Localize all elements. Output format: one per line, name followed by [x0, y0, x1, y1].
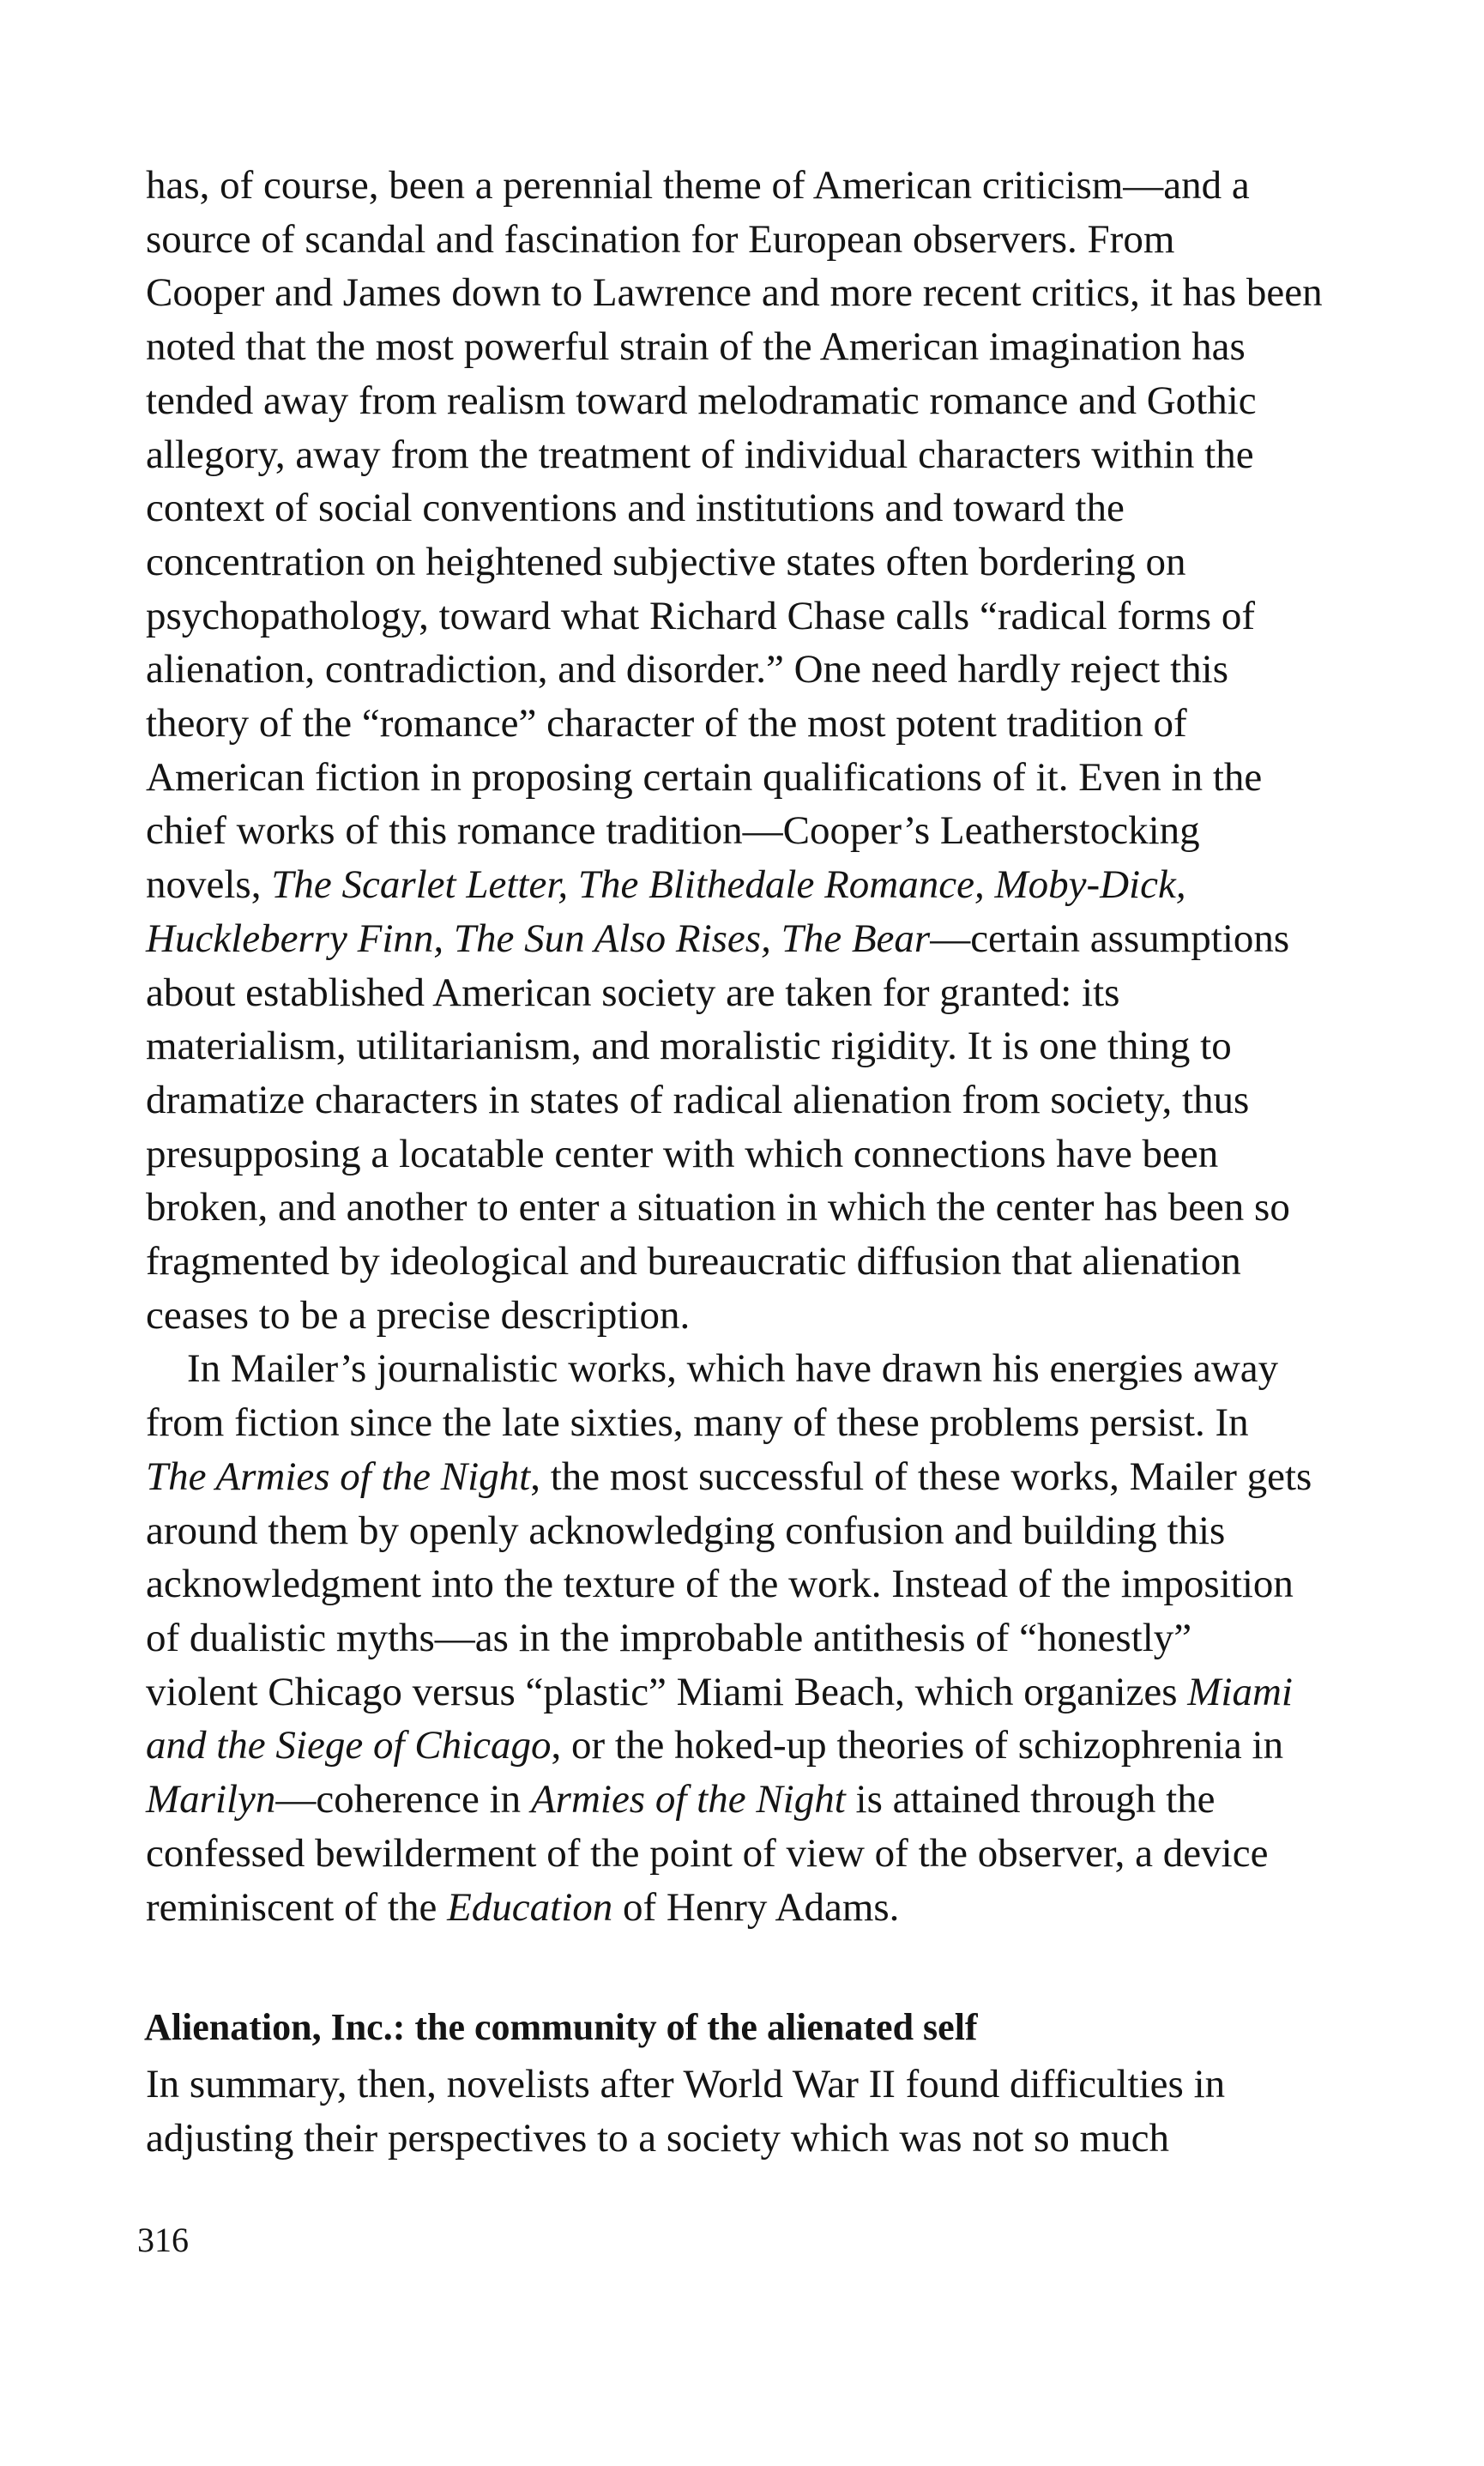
text-line: about established American society are taken for granted: its — [146, 970, 1120, 1015]
book-title: Miami — [1187, 1669, 1293, 1714]
text-line: dramatize characters in states of radical alienation from society, thus — [146, 1077, 1250, 1122]
text-line — [146, 1881, 1364, 1935]
text-line: acknowledgment into the texture of the work. Instead of the imposition — [146, 1562, 1294, 1607]
text-run: , the most successful of these works, Mailer gets — [530, 1454, 1312, 1499]
text-run: is attained through the — [845, 1777, 1216, 1822]
text-line — [146, 1719, 1364, 1773]
text-line: has, of course, been a perennial theme of American criticism—and a — [146, 163, 1250, 208]
text-line: broken, and another to enter a situation in which the center has been so — [146, 1185, 1290, 1230]
text-run: of Henry Adams. — [612, 1884, 900, 1930]
text-line: tended away from realism toward melodramatic romance and Gothic — [146, 378, 1257, 423]
book-title: and the Siege of Chicago — [146, 1723, 552, 1768]
text-line: confessed bewilderment of the point of view of the observer, a device — [146, 1830, 1269, 1876]
text-line: around them by openly acknowledging confusion and building this — [146, 1508, 1226, 1553]
text-run: violent Chicago versus “plastic” Miami Beach, which organizes — [146, 1669, 1188, 1714]
book-title: The Scarlet Letter, The Blithedale Romance, Moby-Dick, — [271, 862, 1186, 908]
book-title: Education — [447, 1884, 613, 1930]
page-number: 316 — [137, 2221, 189, 2259]
book-title: Marilyn — [146, 1777, 276, 1822]
text-run: —certain assumptions — [930, 916, 1290, 961]
text-line: presupposing a locatable center with which connections have been — [146, 1131, 1219, 1176]
body-text — [146, 159, 1364, 1934]
text-line: psychopathology, toward what Richard Chase calls “radical forms of — [146, 593, 1255, 638]
book-title: Huckleberry Finn, The Sun Also Rises, The Bear — [146, 916, 931, 961]
text-line: ceases to be a precise description. — [146, 1292, 691, 1338]
text-line: In summary, then, novelists after World War II found difficulties in — [146, 2062, 1226, 2106]
text-line: source of scandal and fascination for European observers. From — [146, 216, 1175, 262]
text-line: concentration on heightened subjective states often bordering on — [146, 539, 1186, 584]
text-line: allegory, away from the treatment of individual characters within the — [146, 432, 1254, 477]
text-line: Cooper and James down to Lawrence and more recent critics, it has been — [146, 270, 1323, 316]
text-line: American fiction in proposing certain qualifications of it. Even in the — [146, 754, 1263, 800]
book-title: Armies of the Night — [530, 1777, 846, 1822]
text-run: novels, — [146, 862, 272, 908]
text-line: theory of the “romance” character of the most potent tradition of — [146, 701, 1187, 746]
book-title: The Armies of the Night — [146, 1454, 531, 1499]
text-line: from fiction since the late sixties, many of these problems persist. In — [146, 1400, 1249, 1446]
text-line — [146, 1450, 1364, 1504]
text-line: context of social conventions and institutions and toward the — [146, 486, 1125, 531]
text-line — [146, 912, 1364, 966]
text-run: —coherence in — [275, 1777, 531, 1822]
text-line: alienation, contradiction, and disorder.” One need hardly reject this — [146, 647, 1229, 692]
body-text — [146, 2058, 1364, 2165]
text-line — [146, 1773, 1364, 1827]
text-line: chief works of this romance tradition—Cooper’s Leatherstocking — [146, 808, 1200, 854]
text-line: noted that the most powerful strain of the American imagination has — [146, 324, 1246, 370]
section-heading: Alienation, Inc.: the community of the alienated self — [144, 2006, 978, 2048]
text-line: fragmented by ideological and bureaucratic diffusion that alienation — [146, 1239, 1241, 1284]
text-line: materialism, utilitarianism, and moralistic rigidity. It is one thing to — [146, 1024, 1232, 1069]
text-line — [146, 858, 1364, 912]
text-line: of dualistic myths—as in the improbable antithesis of “honestly” — [146, 1615, 1192, 1660]
text-line: adjusting their perspectives to a society which was not so much — [146, 2115, 1170, 2161]
text-run: , or the hoked-up theories of schizophrenia in — [551, 1723, 1284, 1768]
text-line — [146, 1665, 1364, 1720]
text-line: In Mailer’s journalistic works, which have drawn his energies away — [187, 1346, 1279, 1392]
text-run: reminiscent of the — [146, 1884, 448, 1930]
